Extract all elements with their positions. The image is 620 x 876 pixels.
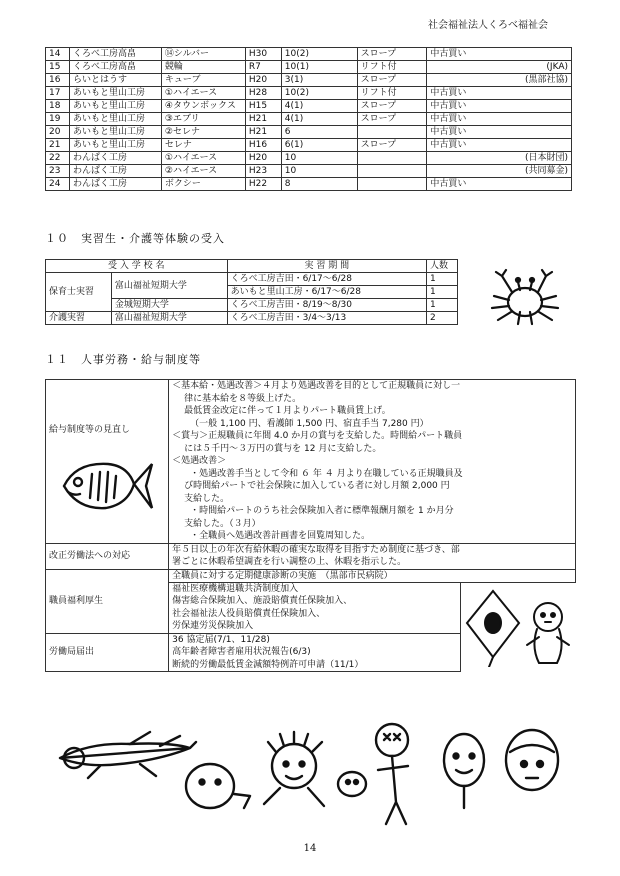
vehicle-equipment: スロープ [357, 139, 427, 152]
vehicle-no: 21 [46, 139, 70, 152]
salary-line: には５千円～３万円の賞与を 12 月に支給した。 [184, 443, 382, 454]
vehicle-source [427, 100, 572, 113]
vehicle-source [427, 113, 572, 126]
vehicle-capacity: 6(1) [281, 139, 357, 152]
fish-drawing-icon [56, 450, 156, 520]
salary-line: 支給した。 [184, 493, 230, 504]
vehicle-funder: (黒部社協) [524, 75, 568, 85]
vehicle-capacity: 8 [281, 178, 357, 191]
salary-line: ＜賞与＞正規職員に年間 4.0 か月の賞与を支給した。時間給パート職員 [172, 431, 463, 441]
vehicle-equipment: スロープ [357, 113, 427, 126]
trainee-period: あいもと里山工房・6/17～6/28 [227, 286, 426, 299]
salary-line: ・全職員へ処遇改善計画書を回覧周知した。 [190, 531, 371, 541]
salary-line: ・時間給パートのうち社会保険加入者に標準報酬月額を 1 か月分 [190, 506, 454, 516]
welfare-line: 福祉医療機構退職共済制度加入 [172, 583, 299, 594]
vehicle-row [46, 87, 572, 100]
header-count: 人数 [427, 260, 458, 273]
vehicle-purchase: 中古買い [430, 49, 467, 59]
salary-line: ＜基本給・処遇改善＞４月より処遇改善を目的として正規職員に対し一 [172, 381, 461, 391]
header-period: 実 習 期 間 [227, 260, 426, 273]
vehicle-purchase: 中古買い [430, 101, 467, 111]
vehicle-model: ②セレナ [161, 126, 245, 139]
vehicle-model: ④タウンボックス [161, 100, 245, 113]
trainee-school: 富山福祉短期大学 [111, 312, 227, 325]
labor-office-line: 断続的労働最低賃金減額特例許可申請（11/1） [172, 659, 364, 670]
salary-line: 支給した。（３月） [184, 518, 261, 529]
vehicle-model: ①ハイエース [161, 152, 245, 165]
vehicle-facility: あいもと里山工房 [69, 113, 161, 126]
vehicle-funder: (日本財団) [524, 153, 568, 163]
vehicle-equipment [357, 165, 427, 178]
vehicle-purchase: 中古買い [430, 179, 467, 189]
salary-label-cell [46, 380, 169, 544]
welfare-line: 労保連労災保険加入 [172, 621, 254, 631]
vehicle-facility: わんぱく工房 [69, 178, 161, 191]
vehicle-year: H30 [245, 48, 281, 61]
vehicle-row [46, 74, 572, 87]
trainee-count: 2 [427, 312, 458, 325]
vehicle-facility: あいもと里山工房 [69, 139, 161, 152]
vehicle-capacity: 10(2) [281, 87, 357, 100]
vehicle-equipment: リフト付 [357, 61, 427, 74]
vehicle-equipment [357, 126, 427, 139]
vehicle-no: 17 [46, 87, 70, 100]
vehicle-year: H15 [245, 100, 281, 113]
trainee-count: 1 [427, 273, 458, 286]
doodle-cell [460, 582, 575, 672]
salary-line: （一般 1,100 円、看護師 1,500 円、宿直手当 7,280 円） [190, 418, 429, 429]
vehicle-year: H20 [245, 152, 281, 165]
salary-content [169, 380, 576, 544]
vehicle-row [46, 61, 572, 74]
labor-office-content [169, 633, 461, 672]
vehicle-year: H23 [245, 165, 281, 178]
vehicle-source [427, 178, 572, 191]
salary-line: び時間給パートで社会保険に加入している者に対し月額 2,000 円 [184, 481, 450, 491]
vehicle-source [427, 74, 572, 87]
vehicle-source [427, 165, 572, 178]
vehicle-model: セレナ [161, 139, 245, 152]
vehicle-year: H22 [245, 178, 281, 191]
salary-label: 給与制度等の見直し [49, 425, 131, 435]
vehicle-source [427, 87, 572, 100]
vehicle-table [45, 47, 572, 191]
labor-law-line: 年５日以上の年次有給休暇の確実な取得を目指すため制度に基づき、部 [172, 544, 460, 555]
trainee-period: くろべ工房吉田・3/4～3/13 [227, 312, 426, 325]
kite-drawing-icon [463, 587, 523, 667]
trainee-school: 富山福祉短期大学 [111, 273, 227, 299]
salary-line: 最低賃金改定に伴って１月よりパート職員賃上げ。 [184, 406, 391, 416]
vehicle-model: 競輪 [161, 61, 245, 74]
labor-office-line: 36 協定届(7/1、11/28) [172, 634, 270, 645]
vehicle-capacity: 6 [281, 126, 357, 139]
vehicle-model: キューブ [161, 74, 245, 87]
labor-law-label: 改正労働法への対応 [46, 543, 169, 569]
vehicle-equipment: スロープ [357, 100, 427, 113]
salary-line: 律に基本給を８等級上げた。 [184, 393, 302, 404]
vehicle-row [46, 139, 572, 152]
vehicle-no: 16 [46, 74, 70, 87]
trainee-period: くろべ工房吉田・8/19～8/30 [227, 299, 426, 312]
vehicle-no: 18 [46, 100, 70, 113]
welfare-line: 社会福祉法人役員賠償責任保険加入、 [172, 608, 326, 619]
vehicle-capacity: 10 [281, 165, 357, 178]
header-school: 受 入 学 校 名 [46, 260, 228, 273]
vehicle-year: H20 [245, 74, 281, 87]
vehicle-model: ⑭シルバー [161, 48, 245, 61]
vehicle-funder: (共同募金) [524, 166, 568, 176]
vehicle-no: 14 [46, 48, 70, 61]
section-11-title: １１ 人事労務・給与制度等 [45, 353, 201, 366]
vehicle-capacity: 10(1) [281, 61, 357, 74]
vehicle-no: 19 [46, 113, 70, 126]
vehicle-equipment: リフト付 [357, 87, 427, 100]
section-10-title: １０ 実習生・介護等体験の受入 [45, 232, 225, 245]
vehicle-source [427, 139, 572, 152]
trainee-school: 金城短期大学 [111, 299, 227, 312]
trainee-period: くろべ工房吉田・6/17～6/28 [227, 273, 426, 286]
labor-office-label: 労働局届出 [46, 633, 169, 672]
vehicle-equipment: スロープ [357, 74, 427, 87]
vehicle-row [46, 126, 572, 139]
vehicle-year: H21 [245, 113, 281, 126]
vehicle-row [46, 178, 572, 191]
vehicle-capacity: 10 [281, 152, 357, 165]
vehicle-facility: らいとはうす [69, 74, 161, 87]
trainee-category: 介護実習 [46, 312, 112, 325]
vehicle-row [46, 100, 572, 113]
vehicle-year: R7 [245, 61, 281, 74]
vehicle-model: ①ハイエース [161, 87, 245, 100]
vehicle-model: ②ハイエース [161, 165, 245, 178]
salary-line: ・処遇改善手当として令和 ６ 年 ４ 月より在職している正規職員及 [190, 468, 463, 479]
labor-office-line: 高年齢者障害者雇用状況報告(6/3) [172, 647, 311, 657]
welfare-top: 全職員に対する定期健康診断の実施 （黒部市民病院） [169, 569, 576, 582]
vehicle-equipment: スロープ [357, 48, 427, 61]
vehicle-capacity: 3(1) [281, 74, 357, 87]
vehicle-source [427, 126, 572, 139]
vehicle-facility: わんぱく工房 [69, 152, 161, 165]
vehicle-equipment [357, 152, 427, 165]
vehicle-row [46, 165, 572, 178]
vehicle-year: H21 [245, 126, 281, 139]
vehicle-facility: くろべ工房高畠 [69, 61, 161, 74]
labor-law-line: 署ごとに休暇希望調査を行い調整の上、休暇を指示した。 [172, 557, 407, 567]
vehicle-equipment [357, 178, 427, 191]
vehicle-no: 22 [46, 152, 70, 165]
penguin-drawing-icon [523, 597, 573, 667]
vehicle-capacity: 4(1) [281, 100, 357, 113]
vehicle-facility: くろべ工房高畠 [69, 48, 161, 61]
vehicle-source [427, 48, 572, 61]
trainee-category: 保育士実習 [46, 273, 112, 312]
vehicle-row [46, 48, 572, 61]
vehicle-facility: あいもと里山工房 [69, 100, 161, 113]
welfare-line: 傷害総合保険加入、施設賠償責任保険加入、 [172, 596, 353, 606]
vehicle-model: ③エブリ [161, 113, 245, 126]
children-drawings-icon [40, 712, 585, 832]
vehicle-capacity: 10(2) [281, 48, 357, 61]
trainee-count: 1 [427, 299, 458, 312]
welfare-label: 職員福利厚生 [46, 569, 169, 633]
vehicle-facility: あいもと里山工房 [69, 126, 161, 139]
vehicle-facility: わんぱく工房 [69, 165, 161, 178]
org-header: 社会福祉法人くろべ福祉会 [428, 20, 548, 31]
vehicle-model: ボクシー [161, 178, 245, 191]
vehicle-facility: あいもと里山工房 [69, 87, 161, 100]
vehicle-source [427, 152, 572, 165]
vehicle-purchase: 中古買い [430, 114, 467, 124]
vehicle-no: 20 [46, 126, 70, 139]
vehicle-no: 23 [46, 165, 70, 178]
trainee-count: 1 [427, 286, 458, 299]
vehicle-funder: (JKA) [546, 62, 568, 72]
vehicle-no: 24 [46, 178, 70, 191]
vehicle-row [46, 113, 572, 126]
vehicle-row [46, 152, 572, 165]
labor-law-content [169, 543, 576, 569]
salary-line: ＜処遇改善＞ [172, 456, 227, 466]
vehicle-year: H28 [245, 87, 281, 100]
page-number: 14 [303, 843, 317, 854]
hr-table [45, 379, 576, 672]
vehicle-purchase: 中古買い [430, 127, 467, 137]
crab-drawing-icon [480, 262, 570, 332]
vehicle-year: H16 [245, 139, 281, 152]
welfare-content [169, 582, 461, 633]
vehicle-no: 15 [46, 61, 70, 74]
trainee-table [45, 259, 458, 325]
vehicle-capacity: 4(1) [281, 113, 357, 126]
vehicle-purchase: 中古買い [430, 88, 467, 98]
vehicle-purchase: 中古買い [430, 140, 467, 150]
vehicle-source [427, 61, 572, 74]
